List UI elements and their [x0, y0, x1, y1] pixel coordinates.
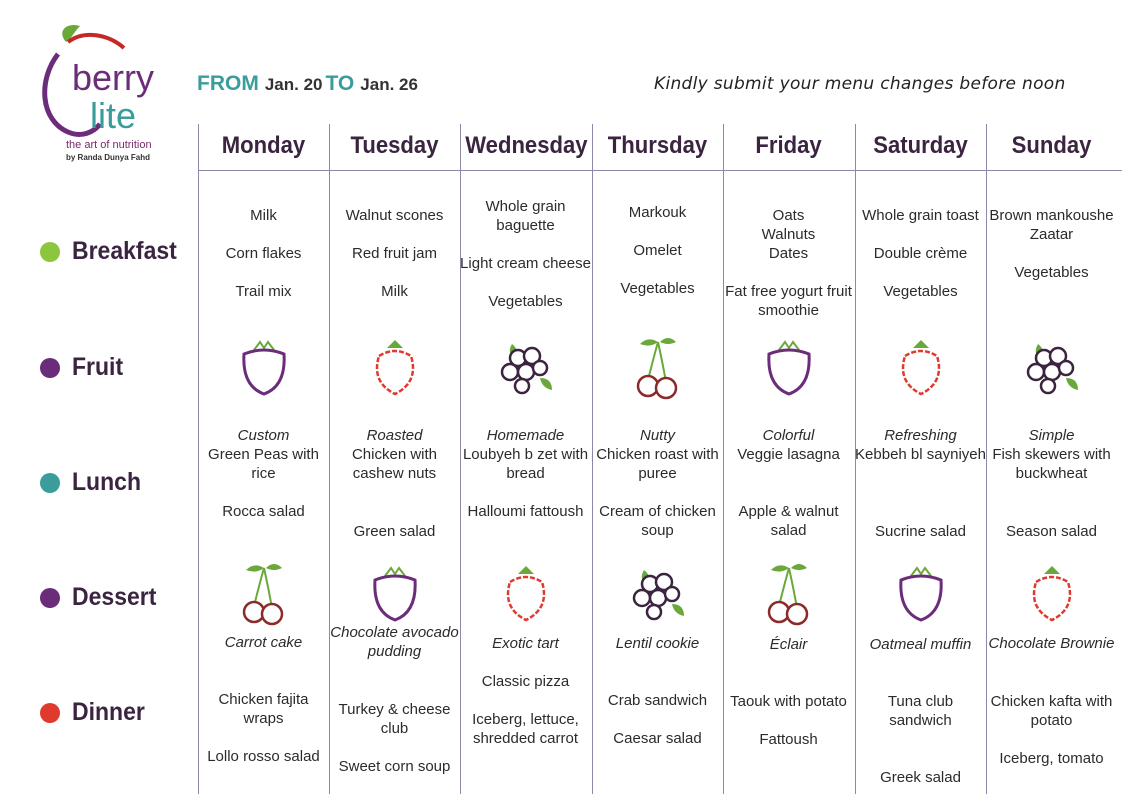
- lunch-main-cell: [855, 426, 986, 464]
- lunch-tagline: Simple: [1028, 427, 1075, 444]
- dessert-cell: [460, 634, 591, 653]
- dinner-item: Classic pizza: [481, 673, 570, 690]
- breakfast-cell: [198, 206, 329, 301]
- lunch-main-cell: [592, 426, 723, 483]
- dinner-item: Fattoush: [759, 731, 818, 748]
- day-header-tuesday: Tuesday: [350, 132, 439, 159]
- lunch-tagline: Custom: [237, 427, 290, 444]
- dessert-item: Oatmeal muffin: [869, 636, 972, 653]
- meal-dot-icon: [40, 358, 60, 378]
- dessert-item: Éclair: [769, 636, 808, 653]
- meal-dot-icon: [40, 588, 60, 608]
- meal-label-dinner: Dinner: [72, 698, 145, 726]
- lunch-dish: Loubyeh b zet with bread: [462, 446, 589, 482]
- raspberry-icon: [1022, 562, 1082, 631]
- lunch-side: Green salad: [353, 523, 436, 540]
- dinner-cell: [329, 700, 460, 776]
- cherry-icon: [234, 562, 294, 631]
- meal-row-lunch: [40, 468, 147, 497]
- breakfast-item: Vegetables: [620, 280, 695, 297]
- meal-row-dessert: [40, 583, 164, 612]
- day-header-sunday: Sunday: [1011, 132, 1092, 159]
- lunch-side-cell: [329, 522, 460, 541]
- breakfast-cell: [329, 206, 460, 301]
- day-header-friday: Friday: [755, 132, 822, 159]
- breakfast-item: Corn flakes: [225, 245, 302, 262]
- lunch-main-cell: [460, 426, 591, 483]
- breakfast-item: Whole grain baguette: [485, 198, 566, 234]
- lunch-main-cell: [723, 426, 854, 464]
- dinner-item: Crab sandwich: [607, 692, 708, 709]
- dessert-cell: [592, 634, 723, 653]
- meal-dot-icon: [40, 703, 60, 723]
- lunch-dish: Fish skewers with buckwheat: [992, 446, 1111, 482]
- breakfast-cell: [592, 203, 723, 298]
- lunch-tagline: Homemade: [486, 427, 565, 444]
- raspberry-icon: [496, 562, 556, 631]
- day-header-wednesday: Wednesday: [465, 132, 588, 159]
- dinner-item: Tuna club sandwich: [887, 693, 954, 729]
- breakfast-item: Whole grain toast: [862, 207, 979, 224]
- lunch-side: Rocca salad: [222, 503, 305, 520]
- meal-label-fruit: Fruit: [72, 353, 124, 381]
- lunch-tagline: Roasted: [366, 427, 423, 444]
- lunch-main-cell: [198, 426, 329, 483]
- raspberry-icon: [891, 336, 951, 405]
- breakfast-item: Walnut scones: [345, 207, 444, 224]
- dinner-item: Caesar salad: [613, 730, 702, 747]
- breakfast-cell: [855, 206, 986, 301]
- blueberry-icon: [628, 562, 688, 631]
- breakfast-item: Brown mankoushe Zaatar: [989, 207, 1114, 243]
- dinner-item: Chicken fajita wraps: [218, 691, 309, 727]
- breakfast-cell: [723, 206, 854, 320]
- cherry-icon: [759, 562, 819, 631]
- day-header-thursday: Thursday: [607, 132, 708, 159]
- blackberry-icon: [365, 562, 425, 631]
- lunch-side-cell: [723, 502, 854, 540]
- cherry-icon: [628, 336, 688, 405]
- dinner-cell: [460, 672, 591, 748]
- breakfast-item: Double crème: [873, 245, 968, 262]
- lunch-dish: Green Peas with rice: [208, 446, 319, 482]
- blackberry-icon: [759, 336, 819, 405]
- lunch-main-cell: [329, 426, 460, 483]
- lunch-side-cell: [198, 502, 329, 521]
- breakfast-item: Vegetables: [1014, 264, 1089, 281]
- dessert-item: Carrot cake: [224, 634, 303, 651]
- meal-dot-icon: [40, 473, 60, 493]
- meal-row-breakfast: [40, 237, 186, 266]
- date-range: [197, 72, 421, 102]
- day-header-monday: Monday: [221, 132, 306, 159]
- lunch-tagline: Nutty: [639, 427, 675, 444]
- meal-row-fruit: [40, 353, 128, 382]
- meal-row-dinner: [40, 698, 151, 727]
- breakfast-item: Red fruit jam: [351, 245, 438, 262]
- breakfast-item: Oats Walnuts Dates: [761, 207, 816, 262]
- dinner-item: Lollo rosso salad: [207, 748, 320, 765]
- breakfast-cell: [986, 206, 1117, 282]
- logo-author: by Randa Dunya Fahd: [66, 153, 151, 162]
- dessert-item: Lentil cookie: [615, 635, 700, 652]
- dessert-item: Chocolate avocado pudding: [330, 624, 459, 660]
- dinner-item: Taouk with potato: [730, 693, 847, 710]
- dinner-item: Chicken kafta with potato: [990, 693, 1113, 729]
- breakfast-item: Milk: [250, 207, 277, 224]
- lunch-dish: Chicken with cashew nuts: [351, 446, 438, 482]
- lunch-side-cell: [855, 522, 986, 541]
- lunch-side: Halloumi fattoush: [467, 503, 584, 520]
- dessert-item: Exotic tart: [492, 635, 559, 652]
- header-divider: [198, 170, 1122, 171]
- to-label: TO: [325, 72, 355, 95]
- dinner-item: Turkey & cheese club: [338, 701, 451, 737]
- breakfast-cell: [460, 197, 591, 311]
- from-date: Jan. 20: [264, 75, 323, 94]
- dinner-cell: [723, 692, 854, 749]
- dessert-cell: [198, 633, 329, 652]
- breakfast-item: Vegetables: [488, 293, 563, 310]
- blackberry-icon: [891, 562, 951, 631]
- breakfast-item: Omelet: [633, 242, 682, 259]
- lunch-side: Apple & walnut salad: [738, 503, 839, 539]
- dinner-item: Iceberg, lettuce, shredded carrot: [472, 711, 579, 747]
- breakfast-item: Vegetables: [883, 283, 958, 300]
- breakfast-item: Trail mix: [235, 283, 292, 300]
- lunch-side-cell: [986, 522, 1117, 541]
- lunch-dish: Veggie lasagna: [737, 446, 840, 463]
- dinner-cell: [198, 690, 329, 766]
- lunch-side-cell: [460, 502, 591, 521]
- dinner-cell: [855, 692, 986, 787]
- dessert-cell: [723, 635, 854, 654]
- blackberry-icon: [234, 336, 294, 405]
- logo-lite-text: lite: [90, 95, 137, 136]
- lunch-tagline: Colorful: [762, 427, 815, 444]
- from-label: FROM: [197, 72, 259, 95]
- dessert-item: Chocolate Brownie: [988, 635, 1115, 652]
- dinner-item: Sweet corn soup: [338, 758, 451, 775]
- day-header-saturday: Saturday: [873, 132, 968, 159]
- lunch-dish: Chicken roast with puree: [596, 446, 719, 482]
- submission-notice: Kindly submit your menu changes before noon: [654, 74, 1066, 94]
- meal-label-dessert: Dessert: [72, 583, 157, 611]
- dinner-item: Greek salad: [880, 769, 961, 786]
- breakfast-item: Fat free yogurt fruit smoothie: [725, 283, 852, 319]
- breakfast-item: Milk: [381, 283, 408, 300]
- dessert-cell: [855, 635, 986, 654]
- logo-berry-text: berry: [72, 57, 155, 98]
- lunch-side-cell: [592, 502, 723, 540]
- dinner-item: Iceberg, tomato: [999, 750, 1104, 767]
- breakfast-item: Markouk: [628, 204, 687, 221]
- lunch-side: Cream of chicken soup: [599, 503, 716, 539]
- meal-label-lunch: Lunch: [72, 468, 141, 496]
- raspberry-icon: [365, 336, 425, 405]
- dessert-cell: [986, 634, 1117, 653]
- lunch-main-cell: [986, 426, 1117, 483]
- lunch-side: Season salad: [1006, 523, 1097, 540]
- blueberry-icon: [1022, 336, 1082, 405]
- lunch-tagline: Refreshing: [884, 427, 957, 444]
- to-date: Jan. 26: [360, 75, 418, 94]
- dinner-cell: [592, 691, 723, 748]
- meal-dot-icon: [40, 242, 60, 262]
- meal-label-breakfast: Breakfast: [72, 237, 177, 265]
- blueberry-icon: [496, 336, 556, 405]
- lunch-side: Sucrine salad: [875, 523, 966, 540]
- dinner-cell: [986, 692, 1117, 768]
- breakfast-item: Light cream cheese: [460, 255, 591, 272]
- lunch-dish: Kebbeh bl sayniyeh: [855, 446, 986, 463]
- logo-tagline: the art of nutrition: [66, 139, 152, 151]
